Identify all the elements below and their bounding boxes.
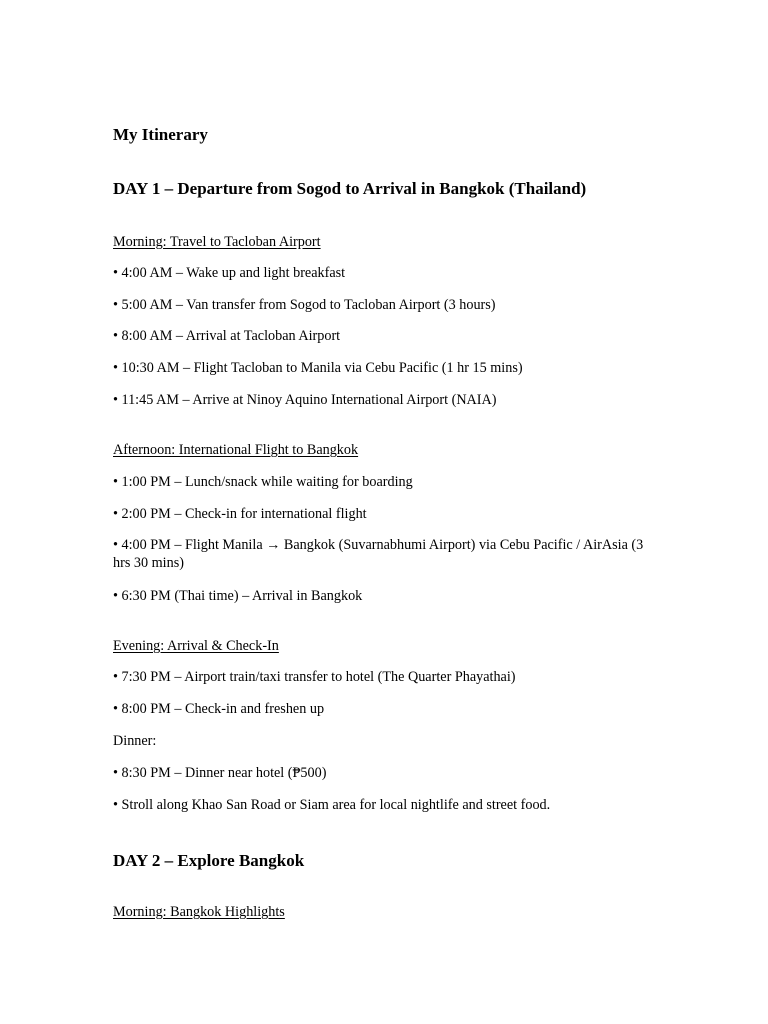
list-item: • 4:00 PM – Flight Manila → Bangkok (Suvarnabhumi Airport) via Cebu Pacific / AirAsia (3 hrs 30 mins) [113, 537, 644, 571]
day1-morning-label: Morning: Travel to Tacloban Airport [113, 234, 321, 250]
list-item: • 8:00 AM – Arrival at Tacloban Airport [113, 328, 341, 344]
day1-heading: DAY 1 – Departure from Sogod to Arrival in Bangkok (Thailand) [113, 179, 587, 198]
list-item: • 6:30 PM (Thai time) – Arrival in Bangkok [113, 588, 363, 604]
list-item: • 8:30 PM – Dinner near hotel (₱500) [113, 765, 327, 781]
list-item: • 8:00 PM – Check-in and freshen up [113, 701, 325, 717]
list-item: • 2:00 PM – Check-in for international flight [113, 506, 367, 522]
list-item: • 11:45 AM – Arrive at Ninoy Aquino International Airport (NAIA) [113, 392, 497, 408]
dinner-label: Dinner: [113, 733, 157, 749]
list-item: • 4:00 AM – Wake up and light breakfast [113, 265, 346, 281]
list-item: • 7:30 PM – Airport train/taxi transfer to hotel (The Quarter Phayathai) [113, 669, 516, 685]
page-title: My Itinerary [113, 125, 208, 144]
list-item: • 1:00 PM – Lunch/snack while waiting for boarding [113, 474, 413, 490]
day1-evening-label: Evening: Arrival & Check-In [113, 638, 279, 654]
list-item: • Stroll along Khao San Road or Siam area for local nightlife and street food. [113, 797, 551, 813]
day2-heading: DAY 2 – Explore Bangkok [113, 851, 305, 870]
day2-morning-label: Morning: Bangkok Highlights [113, 904, 285, 920]
list-item: • 5:00 AM – Van transfer from Sogod to Tacloban Airport (3 hours) [113, 297, 496, 313]
list-item: • 10:30 AM – Flight Tacloban to Manila via Cebu Pacific (1 hr 15 mins) [113, 360, 523, 376]
day1-afternoon-label: Afternoon: International Flight to Bangkok [113, 442, 359, 458]
